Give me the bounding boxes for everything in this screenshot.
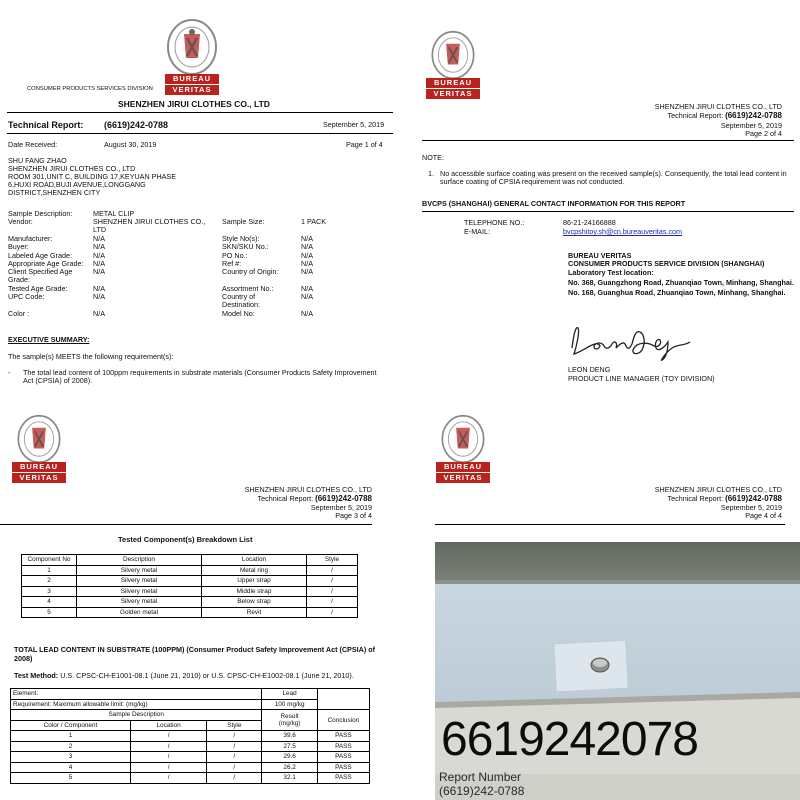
note-text: No accessible surface coating was present on the received sample(s). Consequently, the total lead content in	[440, 169, 787, 178]
address-line: ROOM 301,UNIT C, BUILDING 17,KEYUAN PHASE	[8, 172, 177, 181]
field-label: Grade:	[8, 275, 30, 284]
note-heading: NOTE:	[422, 153, 444, 162]
tech-report-number: (6619)242-0788	[104, 120, 169, 130]
field-value: N/A	[301, 234, 313, 243]
column-header: Color / Component	[11, 720, 131, 731]
table-row	[11, 762, 370, 773]
executive-summary-bullet: Act (CPSIA) of 2008).	[23, 376, 93, 385]
blank-cell	[317, 689, 369, 710]
field-value: N/A	[301, 251, 313, 260]
logo-veritas-text: VERITAS	[12, 473, 66, 483]
field-label: Labeled Age Grade:	[8, 251, 72, 260]
cell: 27.5	[262, 741, 317, 752]
result-unit-text: (mg/kg)	[278, 720, 301, 727]
result-header	[262, 710, 317, 731]
cell: 4	[11, 762, 131, 773]
bureau-veritas-seal-icon	[165, 18, 219, 76]
bureau-veritas-seal-icon	[12, 414, 66, 464]
header-rule	[0, 524, 372, 525]
cell: /	[131, 773, 207, 784]
table-row	[22, 607, 358, 618]
test-method-label: Test Method:	[14, 671, 59, 680]
table-header-row	[22, 555, 358, 566]
photo-placard-number: 6619242078	[441, 713, 698, 766]
address-line: DISTRICT,SHENZHEN CITY	[8, 188, 101, 197]
table-row	[11, 731, 370, 742]
model-label: Model No:	[222, 309, 255, 318]
field-value: N/A	[93, 267, 105, 276]
telephone-value: 86-21-24166888	[563, 218, 616, 227]
report-page-2	[400, 0, 800, 400]
header-rule	[422, 140, 794, 141]
executive-summary-bullet: The total lead content of 100ppm requirements in substrate materials (Consumer Products Safety Improvement	[23, 368, 377, 377]
requirement-value: 100 mg/kg	[262, 699, 317, 710]
cell: /	[131, 762, 207, 773]
cell: PASS	[317, 731, 369, 742]
sample-size-label: Sample Size:	[222, 217, 265, 226]
cell: Golden metal	[77, 607, 202, 618]
table-row	[22, 576, 358, 587]
bullet-marker: -	[8, 368, 11, 377]
lab-address: BUREAU VERITAS	[568, 251, 632, 260]
sample-description-header: Sample Description	[11, 710, 262, 721]
page-number: Page 1 of 4	[346, 140, 383, 149]
note-number: 1.	[428, 169, 434, 178]
test-method-value: U.S. CPSC-CH-E1001-08.1 (June 21, 2010) or U.S. CPSC-CH-E1002-08.1 (June 21, 2010).	[60, 671, 354, 680]
cell: PASS	[317, 762, 369, 773]
company-title: SHENZHEN JIRUI CLOTHES CO., LTD	[118, 99, 270, 109]
cell: 5	[11, 773, 131, 784]
cell: /	[307, 597, 358, 608]
cell: Silvery metal	[77, 576, 202, 587]
note-text: surface coating of CPSIA requirement was not conducted.	[440, 177, 625, 186]
report-page-4	[400, 400, 800, 800]
email-label: E-MAIL:	[464, 227, 490, 236]
bureau-veritas-logo	[12, 414, 66, 484]
field-value: N/A	[301, 259, 313, 268]
cell: /	[207, 752, 262, 763]
country-destination-label: Country of	[222, 292, 256, 301]
bureau-veritas-seal-icon	[436, 414, 490, 464]
company-name: SHENZHEN JIRUI CLOTHES CO., LTD	[654, 102, 782, 111]
sample-description-label: Sample Description:	[8, 209, 73, 218]
header-rule	[7, 112, 393, 113]
column-header: Component No	[22, 555, 77, 566]
vendor-label: Vendor:	[8, 217, 33, 226]
cell: 2	[11, 741, 131, 752]
logo-veritas-text: VERITAS	[436, 473, 490, 483]
received-label: Date Received:	[8, 140, 58, 149]
cell: /	[207, 762, 262, 773]
telephone-label: TELEPHONE NO.:	[464, 218, 525, 227]
cell: PASS	[317, 773, 369, 784]
sample-description-value: METAL CLIP	[93, 209, 135, 218]
field-label: Country of Origin:	[222, 267, 279, 276]
cell: Silvery metal	[77, 565, 202, 576]
field-label: Style No(s):	[222, 234, 260, 243]
field-label: UPC Code:	[8, 292, 45, 301]
vendor-value: SHENZHEN JIRUI CLOTHES CO.,	[93, 217, 206, 226]
field-value: N/A	[93, 242, 105, 251]
table-row	[22, 565, 358, 576]
cell: 32.1	[262, 773, 317, 784]
cell: /	[131, 731, 207, 742]
cell: Revit	[202, 607, 307, 618]
field-value: N/A	[93, 292, 105, 301]
cell: 3	[22, 586, 77, 597]
lab-address: No. 168, Guanghua Road, Zhuanqiao Town, Minhang, Shanghai.	[568, 288, 786, 297]
breakdown-title: Tested Component(s) Breakdown List	[118, 535, 253, 544]
field-value: N/A	[93, 234, 105, 243]
table-row	[11, 689, 370, 700]
lab-address: No. 368, Guangzhong Road, Zhuanqiao Town, Minhang, Shanghai.	[568, 278, 794, 287]
bureau-veritas-seal-icon	[426, 30, 480, 80]
executive-summary-text: The sample(s) MEETS the following requirement(s):	[8, 352, 174, 361]
logo-bureau-text: BUREAU	[426, 78, 480, 88]
bureau-veritas-logo	[165, 18, 219, 98]
requirement-label: Requirement: Maximum allowable limit: (mg/kg)	[11, 699, 262, 710]
country-destination-value: N/A	[301, 292, 313, 301]
table-row	[11, 773, 370, 784]
field-label: Client Specified Age	[8, 267, 73, 276]
table-row	[22, 586, 358, 597]
cell: /	[207, 731, 262, 742]
bureau-veritas-logo	[426, 30, 480, 100]
table-row	[22, 597, 358, 608]
column-header: Description	[77, 555, 202, 566]
lab-address: Laboratory Test location:	[568, 268, 654, 277]
tech-report-number: (6619)242-0788	[725, 111, 782, 120]
company-name: SHENZHEN JIRUI CLOTHES CO., LTD	[244, 485, 372, 494]
cell: 4	[22, 597, 77, 608]
column-header: Style	[207, 720, 262, 731]
tech-report-label: Technical Report:	[667, 111, 724, 120]
division-label: CONSUMER PRODUCTS SERVICES DIVISION	[27, 86, 153, 92]
cell: PASS	[317, 741, 369, 752]
assortment-label: Assortment No.:	[222, 284, 274, 293]
company-name: SHENZHEN JIRUI CLOTHES CO., LTD	[654, 485, 782, 494]
cell: 1	[11, 731, 131, 742]
cell: /	[307, 607, 358, 618]
address-line: 6,HUXI ROAD,BUJI AVENUE,LONGGANG	[8, 180, 146, 189]
page-number: Page 3 of 4	[335, 511, 372, 520]
cell: /	[307, 576, 358, 587]
column-header: Location	[202, 555, 307, 566]
cell: /	[307, 565, 358, 576]
cell: 29.6	[262, 752, 317, 763]
address-line: SHENZHEN JIRUI CLOTHES CO., LTD	[8, 164, 136, 173]
lead-section-title: TOTAL LEAD CONTENT IN SUBSTRATE (100PPM) (Consumer Product Safety Improvement Act (CPSIA) of	[14, 645, 376, 654]
cell: Middle strap	[202, 586, 307, 597]
tech-report-number: (6619)242-0788	[725, 494, 782, 503]
color-value: N/A	[93, 309, 105, 318]
cell: /	[207, 773, 262, 784]
signature-image	[568, 318, 698, 364]
contact-rule	[422, 211, 794, 212]
cell: 26.2	[262, 762, 317, 773]
model-value: N/A	[301, 309, 313, 318]
cell: Metal ring	[202, 565, 307, 576]
conclusion-header: Conclusion	[317, 710, 369, 731]
table-row	[11, 752, 370, 763]
logo-bureau-text: BUREAU	[165, 74, 219, 84]
lead-results-table	[10, 688, 370, 784]
tech-report-label: Technical Report:	[257, 494, 314, 503]
report-date: September 5, 2019	[310, 503, 372, 512]
vendor-value: LTD	[93, 225, 107, 234]
field-label: Ref #:	[222, 259, 242, 268]
tech-report-label: Technical Report:	[667, 494, 724, 503]
received-date: August 30, 2019	[104, 140, 157, 149]
field-label: Buyer:	[8, 242, 29, 251]
cell: 3	[11, 752, 131, 763]
lab-address: CONSUMER PRODUCTS SERVICE DIVISION (SHANGHAI)	[568, 259, 765, 268]
logo-veritas-text: VERITAS	[426, 89, 480, 99]
report-date: September 5, 2019	[720, 503, 782, 512]
report-page-3	[0, 400, 400, 800]
cell: /	[207, 741, 262, 752]
page-number: Page 4 of 4	[745, 511, 782, 520]
country-destination-label: Destination:	[222, 300, 260, 309]
result-header-text: Result	[280, 713, 299, 720]
cell: Silvery metal	[77, 597, 202, 608]
table-row	[11, 699, 370, 710]
sample-photo	[435, 542, 800, 800]
field-label: SKN/SKU No.:	[222, 242, 269, 251]
cell: Upper strap	[202, 576, 307, 587]
report-page-1	[0, 0, 400, 400]
field-value: N/A	[301, 267, 313, 276]
cell: /	[131, 752, 207, 763]
field-value: N/A	[301, 242, 313, 251]
assortment-value: N/A	[301, 284, 313, 293]
signer-title: PRODUCT LINE MANAGER (TOY DIVISION)	[568, 374, 715, 383]
field-label: Manufacturer:	[8, 234, 53, 243]
table-row	[11, 741, 370, 752]
element-label: Element:	[11, 689, 262, 700]
lead-section-title: 2008)	[14, 654, 33, 663]
title-rule	[7, 133, 393, 134]
field-value: N/A	[93, 259, 105, 268]
cell: Silvery metal	[77, 586, 202, 597]
signer-name: LEON DENG	[568, 365, 611, 374]
tech-report-label: Technical Report:	[8, 120, 84, 130]
photo-report-label: Report Number	[439, 770, 522, 784]
column-header: Style	[307, 555, 358, 566]
logo-bureau-text: BUREAU	[12, 462, 66, 472]
element-value: Lead	[262, 689, 317, 700]
report-date: September 5, 2019	[720, 121, 782, 130]
table-row	[11, 710, 370, 721]
cell: /	[307, 586, 358, 597]
sample-size-value: 1 PACK	[301, 217, 327, 226]
color-label: Color :	[8, 309, 30, 318]
logo-bureau-text: BUREAU	[436, 462, 490, 472]
cell: 39.6	[262, 731, 317, 742]
cell: PASS	[317, 752, 369, 763]
address-line: SHU FANG ZHAO	[8, 156, 67, 165]
field-label: Appropriate Age Grade:	[8, 259, 84, 268]
contact-heading: BVCPS (SHANGHAI) GENERAL CONTACT INFORMATION FOR THIS REPORT	[422, 199, 686, 208]
column-header: Location	[131, 720, 207, 731]
field-label: PO No.:	[222, 251, 248, 260]
report-date: September 5, 2019	[323, 120, 385, 129]
field-label: Tested Age Grade:	[8, 284, 68, 293]
cell: 2	[22, 576, 77, 587]
cell: 1	[22, 565, 77, 576]
component-breakdown-table	[21, 554, 358, 618]
field-value: N/A	[93, 284, 105, 293]
photo-report-number: (6619)242-0788	[439, 784, 525, 798]
tech-report-number: (6619)242-0788	[315, 494, 372, 503]
field-value: N/A	[93, 251, 105, 260]
bureau-veritas-logo	[436, 414, 490, 484]
header-rule	[435, 524, 785, 525]
cell: /	[131, 741, 207, 752]
executive-summary-heading: EXECUTIVE SUMMARY:	[8, 335, 90, 344]
cell: 5	[22, 607, 77, 618]
email-link[interactable]: bvcpshitoy.sh@cn.bureauveritas.com	[563, 227, 683, 236]
logo-veritas-text: VERITAS	[165, 85, 219, 95]
cell: Below strap	[202, 597, 307, 608]
page-number: Page 2 of 4	[745, 129, 782, 138]
